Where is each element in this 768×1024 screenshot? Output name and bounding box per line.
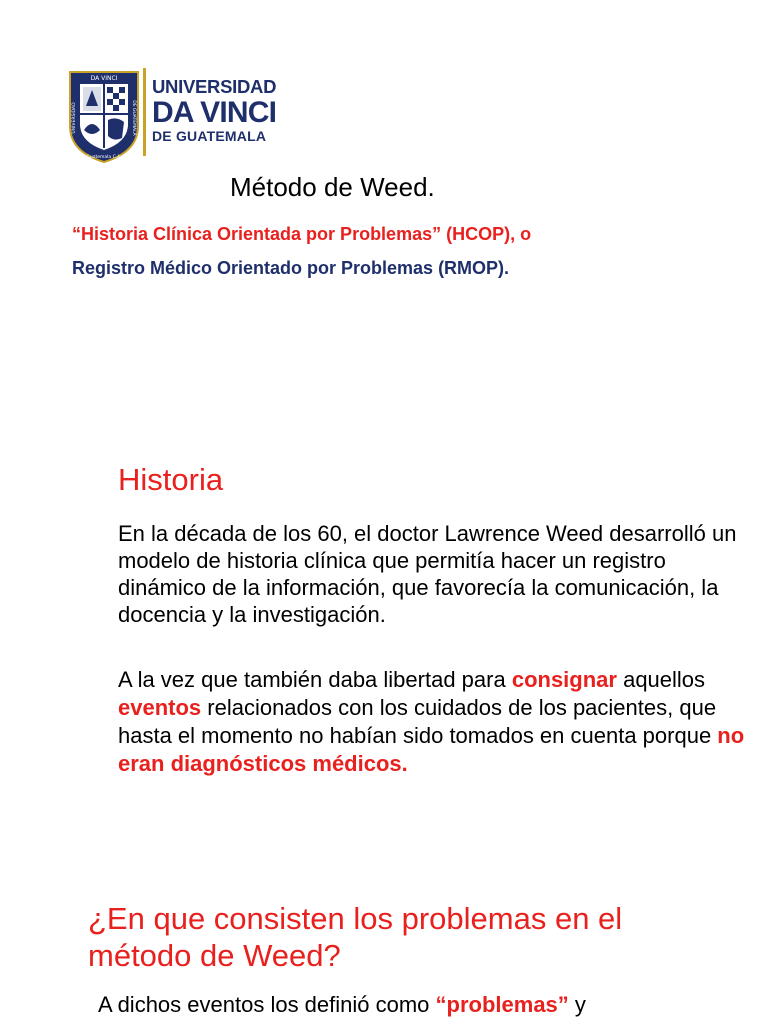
wordmark-line3: DE GUATEMALA [152,127,267,144]
historia-paragraph-2 [118,666,753,778]
answer-text-a: A dichos eventos los definió como [98,992,436,1017]
crest-left-text: UNIVERSIDAD [72,102,77,134]
logo-divider [143,68,146,156]
crest-top-text: DA VINCI [90,75,118,82]
crest-right-text: DE GUATEMALA [131,100,136,136]
subtitle-hcop: “Historia Clínica Orientada por Problemas” (HCOP), o [72,224,532,244]
wordmark-line2: DA VINCI [152,95,277,129]
p2-text-e: relacionados con los cuidados de los pacientes, que hasta el momento no habían sido tomados en cuenta porque [118,695,718,748]
answer-paragraph [98,991,586,1019]
p2-text-c: aquellos [616,667,706,692]
subtitle-rmop: Registro Médico Orientado por Problemas (RMOP). [72,258,510,278]
historia-paragraph-1: En la década de los 60, el doctor Lawrence Weed desarrolló un modelo de historia clínica que permitía hacer un registro dinámico de la información, que favorecía la comunicación, la docencia y la investigación. [118,521,737,627]
wordmark-line1: UNIVERSIDAD [152,76,277,97]
university-logo [66,66,277,164]
university-crest-icon [66,68,142,164]
university-wordmark [152,78,276,143]
page-title: Método de Weed. [230,172,435,202]
p2-highlight-eventos: eventos [118,695,202,720]
answer-text-c: y [568,992,586,1017]
crest-bottom-text: Guatemala C.A. [86,155,122,160]
section-heading-historia: Historia [118,462,224,497]
p2-text-a: A la vez que también daba libertad para [118,667,512,692]
answer-highlight-problemas: “problemas” [435,992,569,1017]
p2-highlight-no-diagnosticos: no eran diagnósticos médicos. [118,723,745,776]
p2-highlight-consignar: consignar [511,667,617,692]
section-question: ¿En que consisten los problemas en el método de Weed? [88,901,623,973]
